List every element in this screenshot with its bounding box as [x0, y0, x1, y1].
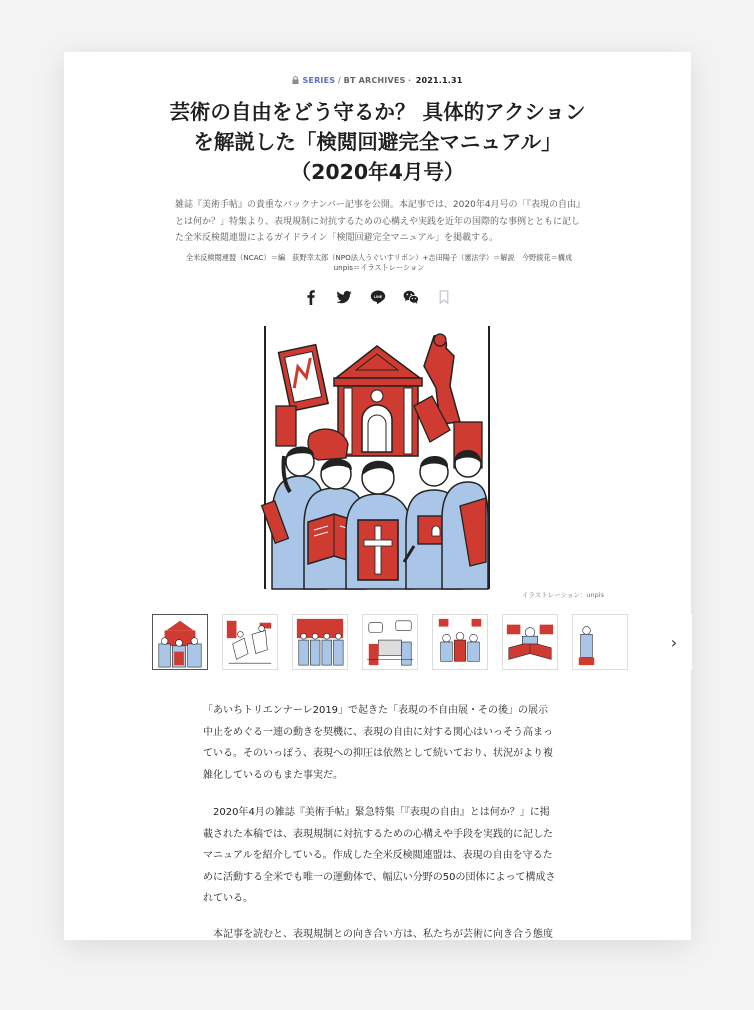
body-line: 「あいちトリエンナーレ2019」で起きた「表現の不自由展・その後」の展示 — [203, 705, 549, 716]
body-line: 雑化しているのもまた事実だ。 — [203, 769, 343, 781]
thumbnail[interactable] — [432, 614, 488, 670]
publish-date: 2021.1.31 — [415, 76, 463, 85]
thumbnail[interactable] — [502, 614, 558, 670]
share-bar — [64, 286, 691, 305]
thumbnail-carousel — [152, 612, 678, 672]
archive-link[interactable]: BT ARCHIVES — [343, 76, 406, 85]
article-card — [64, 52, 691, 940]
thumbnail[interactable] — [222, 614, 278, 670]
facebook-icon[interactable] — [303, 289, 319, 305]
thumbnail[interactable] — [152, 614, 208, 670]
meta-separator: / — [337, 76, 341, 85]
body-line: 中止をめぐる一連の動きを契機に、表現の自由に対する関心はいっそう高まっ — [203, 726, 553, 738]
lead-line: た全米反検閲連盟によるガイドライン「検閲回避完全マニュアル」を掲載する。 — [175, 233, 499, 243]
body-paragraph — [203, 924, 553, 946]
article-title — [154, 97, 601, 187]
credit-line: unpis＝イラストレーション — [333, 263, 425, 272]
lead-line: 雑誌『美術手帖』の貴重なバックナンバー記事を公開。本記事では、2020年4月号の「『表現の自由』 — [175, 200, 586, 210]
meta-dot: ・ — [405, 76, 414, 85]
article-lead — [175, 197, 586, 247]
lead-line: とは何か？」特集より、表現規制に対抗するための心構えや実践を近年の国際的な事例とともに記し — [175, 216, 581, 227]
body-line: 本記事を読むと、表現規制との向き合い方は、私たちが芸術に向き合う態度 — [203, 929, 553, 940]
thumbnail[interactable] — [572, 614, 628, 670]
body-line: マニュアルを紹介している。作成した全米反検閲連盟は、表現の自由を守るた — [203, 850, 553, 861]
bookmark-icon[interactable] — [436, 289, 452, 305]
body-line: 2020年4月の雑誌『美術手帖』緊急特集「『表現の自由』とは何か？」に掲 — [203, 807, 550, 818]
credit-line: 全米反検閲連盟（NCAC）＝編 荻野幸太郎（NPO法人うぐいすリボン）+志田陽子（憲法学）＝解説 今野綾花＝構成 — [185, 253, 573, 262]
lock-icon — [292, 76, 299, 84]
carousel-next-button[interactable] — [656, 614, 692, 670]
thumbnail[interactable] — [362, 614, 418, 670]
title-line: 芸術の自由をどう守るか？ 具体的アクション — [169, 100, 586, 124]
wechat-icon[interactable] — [403, 289, 419, 305]
chevron-right-icon: › — [670, 632, 678, 652]
series-link[interactable]: SERIES — [302, 76, 336, 85]
body-paragraph — [203, 802, 556, 910]
line-icon[interactable] — [370, 289, 386, 305]
body-paragraph — [203, 700, 553, 786]
body-line: めに活動する全米でも唯一の運動体で、幅広い分野の50の団体によって構成さ — [203, 871, 556, 883]
twitter-icon[interactable] — [336, 289, 352, 305]
article-meta — [64, 75, 691, 86]
body-line: 載された本稿では、表現規制に対抗するための心構えや手段を実践的に記した — [203, 828, 553, 840]
article-illustration[interactable] — [264, 326, 490, 589]
title-line: （2020年4月号） — [290, 160, 465, 184]
thumbnail[interactable] — [292, 614, 348, 670]
illustration-caption: イラストレーション：unpis — [521, 591, 604, 599]
body-line: れている。 — [203, 893, 253, 904]
line-icon-label: LINE — [373, 294, 382, 299]
title-line: を解説した「検閲回避完全マニュアル」 — [193, 130, 562, 154]
body-line: ている。そのいっぽう、表現への抑圧は依然として続いており、状況がより複 — [203, 748, 553, 759]
article-credits — [175, 253, 583, 273]
